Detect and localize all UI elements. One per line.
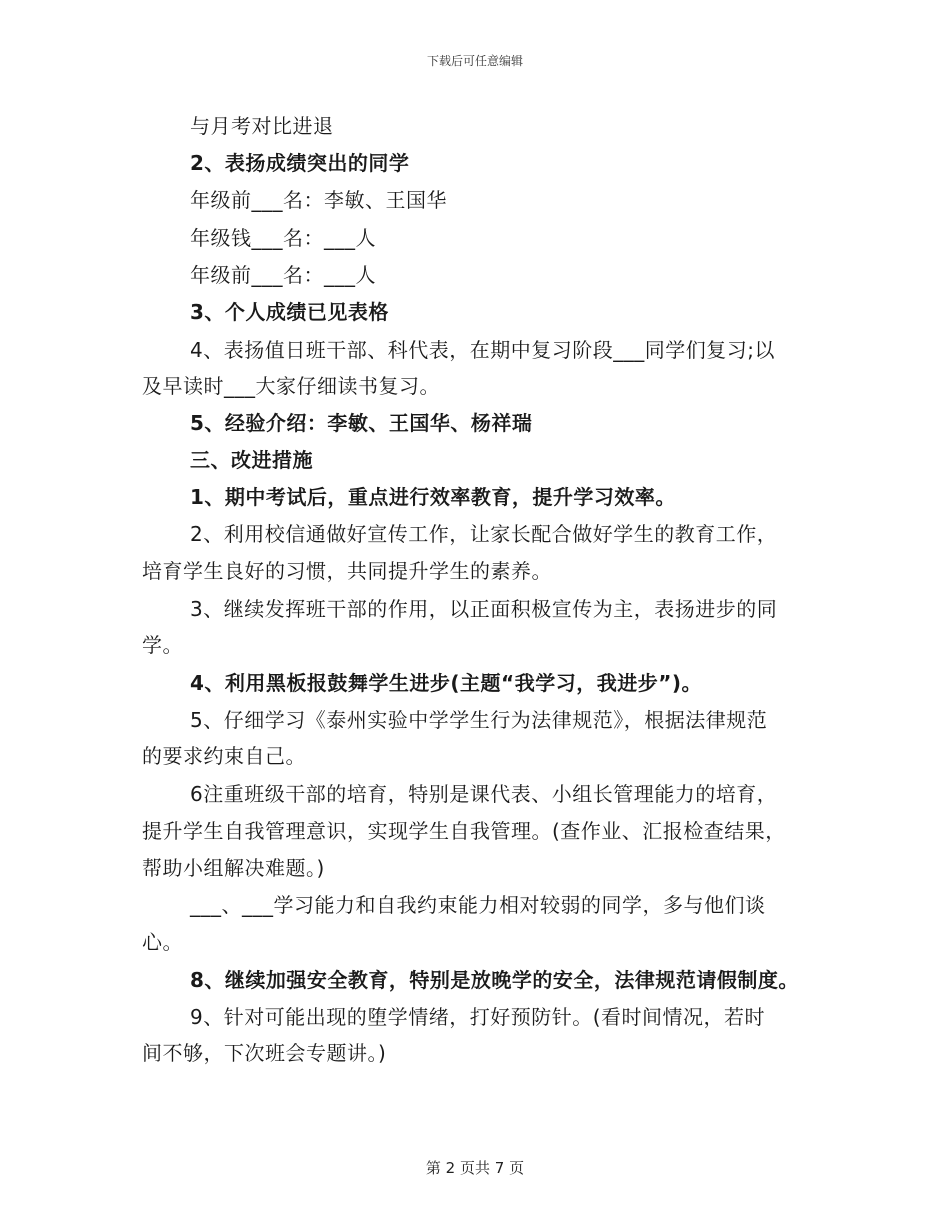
text-line: 年级钱___名：___人 xyxy=(190,226,376,250)
text-line: 培育学生良好的习惯，共同提升学生的素养。 xyxy=(142,559,552,583)
section-heading: 4、利用黑板报鼓舞学生进步(主题“我学习，我进步”)。 xyxy=(190,671,702,695)
text-line: 的要求约束自己。 xyxy=(142,744,306,768)
text-line: 间不够，下次班会专题讲。) xyxy=(142,1041,387,1065)
text-line: 3、继续发挥班干部的作用，以正面积极宣传为主，表扬进步的同 xyxy=(190,597,778,621)
text-line: 帮助小组解决难题。) xyxy=(142,856,325,880)
text-line: 学。 xyxy=(142,633,183,657)
text-line: 年级前___名：___人 xyxy=(190,263,376,287)
section-heading: 2、表扬成绩突出的同学 xyxy=(190,151,410,175)
text-line: 6注重班级干部的培育，特别是课代表、小组长管理能力的培育， xyxy=(190,782,778,806)
text-line: 提升学生自我管理意识，实现学生自我管理。(查作业、汇报检查结果， xyxy=(142,819,786,843)
text-line: 心。 xyxy=(142,930,183,954)
section-heading: 三、改进措施 xyxy=(190,448,313,472)
text-line: 5、仔细学习《泰州实验中学学生行为法律规范》，根据法律规范 xyxy=(190,708,768,732)
page-footer: 第 2 页共 7 页 xyxy=(425,1159,525,1177)
section-heading: 1、期中考试后，重点进行效率教育，提升学习效率。 xyxy=(190,485,676,509)
text-line: 2、利用校信通做好宣传工作，让家长配合做好学生的教育工作， xyxy=(190,522,778,546)
section-heading: 3、个人成绩已见表格 xyxy=(190,300,389,324)
section-heading: 8、继续加强安全教育，特别是放晚学的安全，法律规范请假制度。 xyxy=(190,968,799,992)
text-line: ___、___学习能力和自我约束能力相对较弱的同学，多与他们谈 xyxy=(190,893,766,917)
text-line: 4、表扬值日班干部、科代表，在期中复习阶段___同学们复习;以 xyxy=(190,338,775,362)
page-header: 下载后可任意编辑 xyxy=(426,54,523,68)
section-heading: 5、经验介绍：李敏、王国华、杨祥瑞 xyxy=(190,411,533,435)
text-line: 及早读时___大家仔细读书复习。 xyxy=(142,374,440,398)
text-line: 年级前___名：李敏、王国华 xyxy=(190,188,447,212)
text-line: 9、针对可能出现的堕学情绪，打好预防针。(看时间情况，若时 xyxy=(190,1005,766,1029)
text-line: 与月考对比进退 xyxy=(190,114,334,138)
